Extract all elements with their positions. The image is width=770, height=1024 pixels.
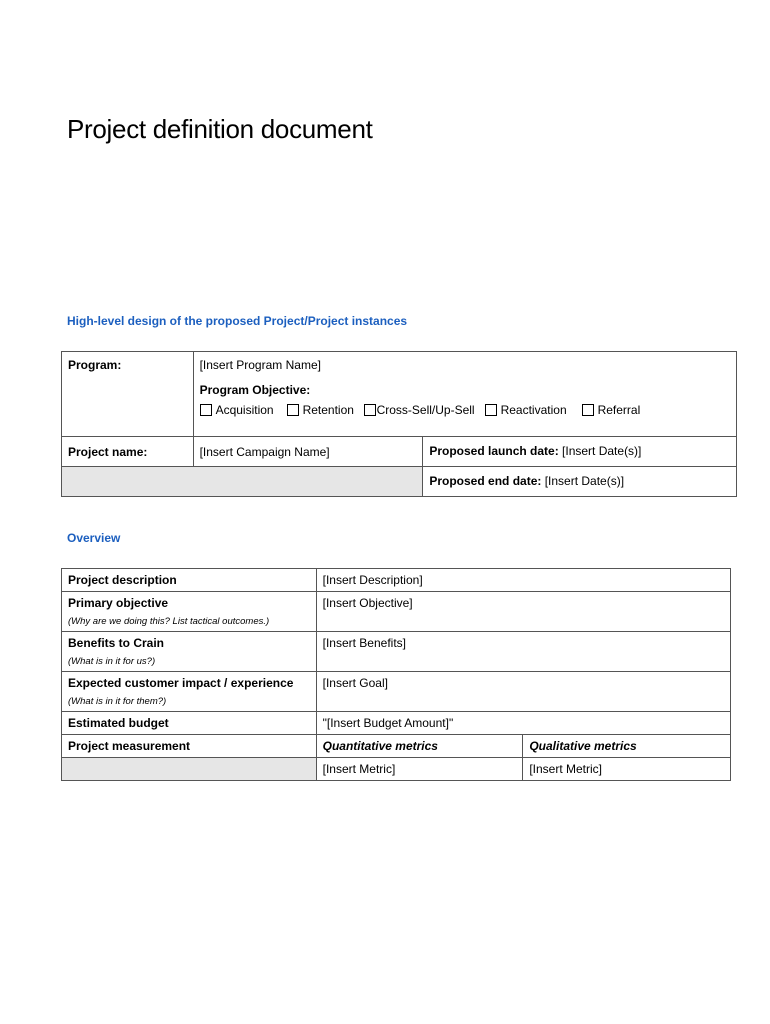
end-date-cell — [423, 467, 737, 497]
design-table — [61, 351, 737, 497]
table-row-label — [62, 569, 317, 592]
checkbox-reactivation[interactable] — [485, 404, 497, 416]
objective-cross-sell-label: Cross-Sell/Up-Sell — [376, 403, 475, 417]
section-heading-overview: Overview — [67, 531, 121, 545]
benefits-field[interactable]: [Insert Benefits] — [322, 636, 406, 650]
table-row-value — [316, 592, 730, 632]
customer-impact-field[interactable]: [Insert Goal] — [322, 676, 388, 690]
table-row-value — [316, 672, 730, 712]
qual-value-cell — [523, 758, 731, 781]
end-date-field[interactable]: [Insert Date(s)] — [541, 474, 625, 488]
program-value-cell — [193, 352, 736, 437]
primary-objective-label: Primary objective — [68, 596, 169, 610]
qualitative-metric-field[interactable]: [Insert Metric] — [529, 762, 602, 776]
overview-table — [61, 568, 731, 781]
table-row-value — [316, 712, 730, 735]
project-name-label: Project name: — [68, 445, 148, 459]
program-name-field[interactable]: [Insert Program Name] — [199, 358, 321, 372]
checkbox-acquisition[interactable] — [200, 404, 212, 416]
table-row-label — [62, 632, 317, 672]
shaded-cell — [62, 758, 317, 781]
launch-date-cell — [423, 437, 737, 467]
customer-impact-label: Expected customer impact / experience — [68, 676, 294, 690]
project-description-field[interactable]: [Insert Description] — [322, 573, 423, 587]
objective-acquisition-label: Acquisition — [215, 403, 274, 417]
project-name-value-cell — [193, 437, 423, 467]
end-date-label: Proposed end date: — [429, 474, 542, 488]
objective-retention[interactable] — [287, 403, 364, 417]
project-name-label-cell — [62, 437, 194, 467]
measurement-label: Project measurement — [68, 739, 191, 753]
table-row-label — [62, 672, 317, 712]
budget-label: Estimated budget — [68, 716, 169, 730]
benefits-label: Benefits to Crain — [68, 636, 165, 650]
quant-header-cell — [316, 735, 523, 758]
checkbox-cross-sell[interactable] — [364, 404, 376, 416]
table-row-label — [62, 592, 317, 632]
measurement-label-cell — [62, 735, 317, 758]
quantitative-metrics-header: Quantitative metrics — [322, 739, 438, 753]
benefits-hint: (What is in it for us?) — [68, 656, 156, 667]
table-row-value — [316, 632, 730, 672]
section-heading-design: High-level design of the proposed Project/Project instances — [67, 314, 408, 328]
launch-date-field[interactable]: [Insert Date(s)] — [558, 444, 642, 458]
shaded-cell — [62, 467, 423, 497]
objective-retention-label: Retention — [302, 403, 354, 417]
qualitative-metrics-header: Qualitative metrics — [529, 739, 637, 753]
checkbox-retention[interactable] — [287, 404, 299, 416]
program-label-cell — [62, 352, 194, 437]
primary-objective-hint: (Why are we doing this? List tactical outcomes.) — [68, 616, 270, 627]
quant-value-cell — [316, 758, 523, 781]
project-description-label: Project description — [68, 573, 177, 587]
qual-header-cell — [523, 735, 731, 758]
objective-referral-label: Referral — [597, 403, 641, 417]
launch-date-label: Proposed launch date: — [429, 444, 559, 458]
objective-acquisition[interactable] — [200, 403, 287, 417]
primary-objective-field[interactable]: [Insert Objective] — [322, 596, 413, 610]
page-title: Project definition document — [67, 114, 373, 144]
objective-reactivation-label: Reactivation — [500, 403, 567, 417]
program-objective-label: Program Objective: — [199, 383, 311, 397]
table-row-value — [316, 569, 730, 592]
objective-cross-sell[interactable] — [364, 403, 485, 417]
objective-options — [200, 403, 730, 417]
customer-impact-hint: (What is in it for them?) — [68, 696, 167, 707]
objective-reactivation[interactable] — [485, 403, 582, 417]
campaign-name-field[interactable]: [Insert Campaign Name] — [199, 445, 330, 459]
checkbox-referral[interactable] — [582, 404, 594, 416]
quantitative-metric-field[interactable]: [Insert Metric] — [322, 762, 396, 776]
program-label: Program: — [68, 358, 122, 372]
objective-referral[interactable] — [582, 403, 641, 417]
table-row-label — [62, 712, 317, 735]
budget-field[interactable]: "[Insert Budget Amount]" — [322, 716, 454, 730]
